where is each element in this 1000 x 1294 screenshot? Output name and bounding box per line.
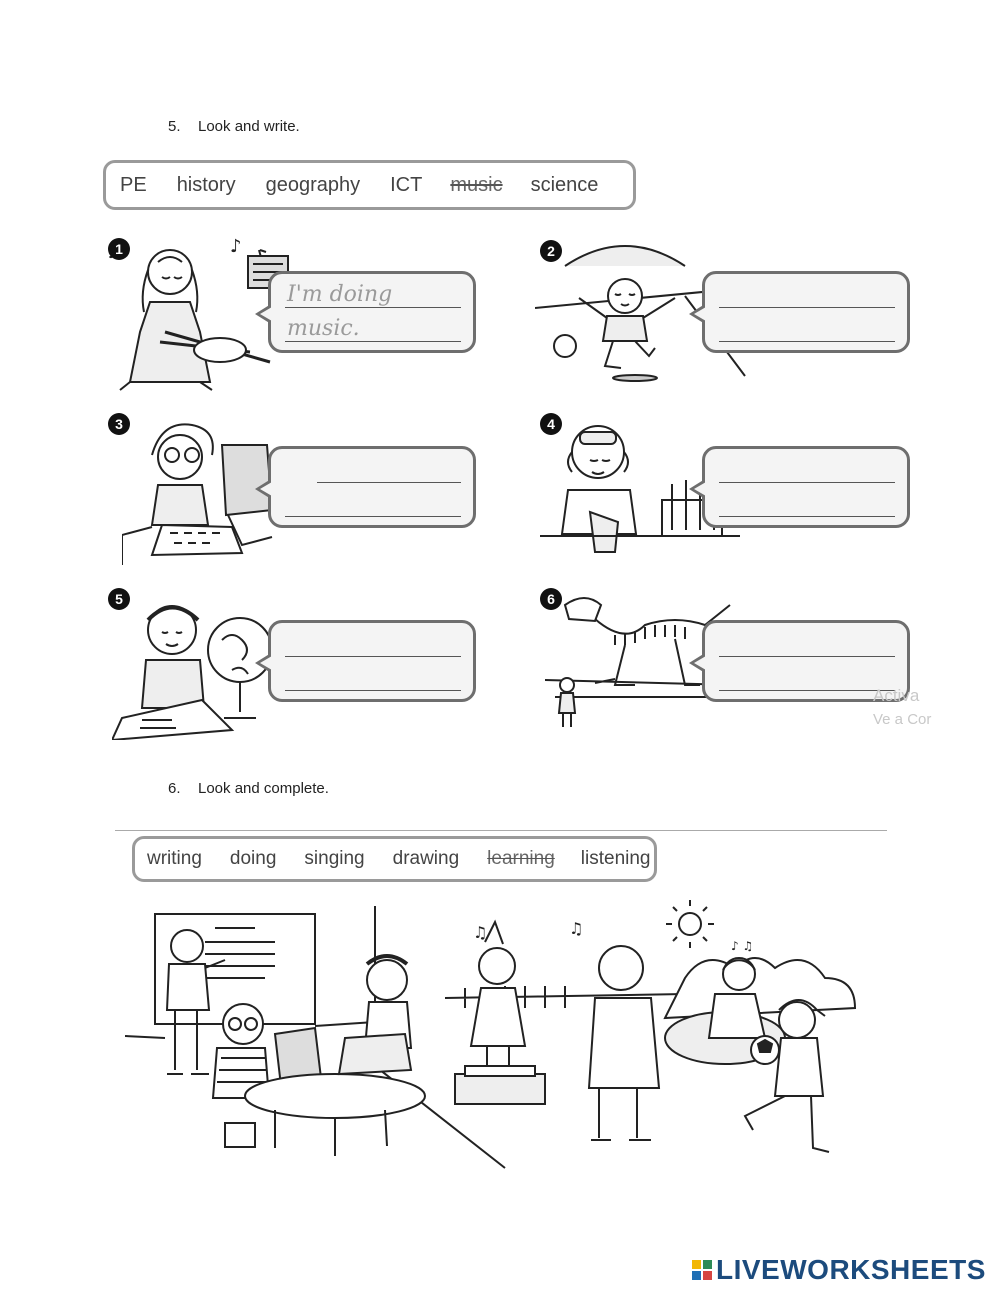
logo-mark-icon bbox=[692, 1260, 712, 1280]
svg-text:♪: ♪ bbox=[230, 236, 242, 257]
word-bank-item: geography bbox=[265, 173, 361, 196]
answer-input-3-line2[interactable] bbox=[285, 491, 461, 517]
speech-bubble-5 bbox=[268, 620, 476, 702]
word-bank-item: listening bbox=[580, 848, 651, 869]
answer-input-2-line1[interactable] bbox=[719, 282, 895, 308]
answer-input-5-line2[interactable] bbox=[285, 665, 461, 691]
writing-line bbox=[285, 307, 461, 308]
speech-bubble-2 bbox=[702, 271, 910, 353]
answer-input-2-line2[interactable] bbox=[719, 316, 895, 342]
logo-text: LIVEWORKSHEETS bbox=[716, 1254, 986, 1285]
illustration-classroom-scene bbox=[125, 898, 865, 1173]
exercise-instruction: Look and write. bbox=[198, 118, 300, 135]
item-number-badge: 4 bbox=[540, 413, 562, 435]
writing-line bbox=[285, 656, 461, 657]
word-bank-activities bbox=[132, 836, 657, 882]
watermark-text-line1: Activa bbox=[873, 686, 920, 705]
writing-line bbox=[719, 307, 895, 308]
word-bank-subjects bbox=[103, 160, 636, 210]
writing-line bbox=[719, 656, 895, 657]
word-bank-item: drawing bbox=[392, 848, 460, 869]
item-number-badge: 1 bbox=[108, 238, 130, 260]
writing-line bbox=[285, 690, 461, 691]
word-bank-item: PE bbox=[120, 173, 147, 196]
writing-line bbox=[719, 690, 895, 691]
word-bank-item: ICT bbox=[390, 173, 423, 196]
writing-line bbox=[317, 482, 461, 483]
word-bank-item: science bbox=[530, 173, 599, 196]
liveworksheets-logo bbox=[692, 1254, 986, 1286]
divider-line bbox=[115, 830, 887, 831]
word-bank-item: history bbox=[176, 173, 236, 196]
answer-input-5-line1[interactable] bbox=[285, 631, 461, 657]
svg-text:♫: ♫ bbox=[473, 923, 488, 942]
item-number-badge: 5 bbox=[108, 588, 130, 610]
word-bank-item: doing bbox=[229, 848, 277, 869]
item-number-badge: 2 bbox=[540, 240, 562, 262]
word-bank-item: writing bbox=[147, 848, 202, 869]
exercise-number: 6. bbox=[168, 780, 181, 797]
exercise-number: 5. bbox=[168, 118, 181, 135]
writing-line bbox=[285, 341, 461, 342]
word-bank-item-crossed: learning bbox=[487, 848, 555, 869]
word-bank-item: singing bbox=[304, 848, 365, 869]
svg-text:♫: ♫ bbox=[569, 919, 584, 938]
writing-line bbox=[719, 516, 895, 517]
writing-line bbox=[719, 341, 895, 342]
exercise-5-heading bbox=[168, 118, 300, 135]
writing-line bbox=[719, 482, 895, 483]
exercise-6-heading bbox=[168, 780, 329, 797]
watermark-text-line2: Ve a Cor bbox=[873, 711, 932, 728]
example-answer-line2: music. bbox=[287, 316, 360, 341]
item-number-badge: 3 bbox=[108, 413, 130, 435]
writing-line bbox=[285, 516, 461, 517]
svg-text:♪ ♫: ♪ ♫ bbox=[731, 939, 754, 953]
word-bank-item-crossed: music bbox=[450, 173, 503, 196]
item-number-badge: 6 bbox=[540, 588, 562, 610]
speech-bubble-4 bbox=[702, 446, 910, 528]
speech-bubble-1 bbox=[268, 271, 476, 353]
answer-input-3-line1[interactable] bbox=[285, 457, 461, 483]
speech-bubble-3 bbox=[268, 446, 476, 528]
answer-input-6-line2[interactable] bbox=[719, 665, 895, 691]
exercise-instruction: Look and complete. bbox=[198, 780, 329, 797]
answer-input-6-line1[interactable] bbox=[719, 631, 895, 657]
answer-input-4-line1[interactable] bbox=[719, 457, 895, 483]
example-answer-line1: I'm doing bbox=[287, 282, 393, 307]
answer-input-4-line2[interactable] bbox=[719, 491, 895, 517]
